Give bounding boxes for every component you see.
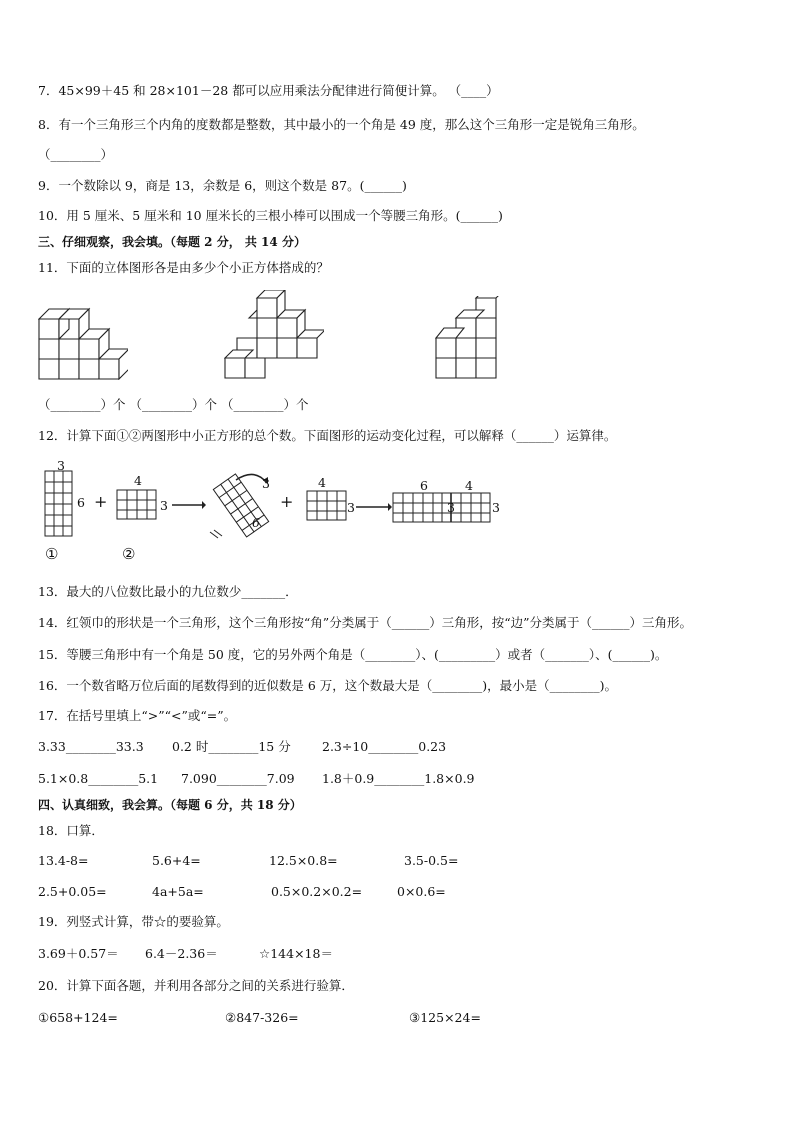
question-11: 11．下面的立体图形各是由多少个小正方体搭成的？ bbox=[38, 260, 329, 275]
question-10: 10．用 5 厘米、5 厘米和 10 厘米长的三根小棒可以围成一个等腰三角形。(______) bbox=[38, 208, 503, 223]
q17-item-2[interactable]: 0.2 时________15 分 bbox=[172, 739, 291, 754]
q18-item-5: 2.5+0.05= bbox=[38, 884, 107, 899]
q18-item-7: 0.5×0.2×0.2= bbox=[271, 884, 363, 899]
grid-figure-1 bbox=[44, 470, 74, 538]
label-4a: 4 bbox=[134, 473, 142, 488]
q20-item-3: ③125×24= bbox=[409, 1010, 481, 1025]
question-15: 15．等腰三角形中有一个角是 50 度，它的另外两个角是（________）、(_________）或者（_______）、(______)。 bbox=[38, 647, 668, 662]
q17-item-1[interactable]: 3.33________33.3 bbox=[38, 739, 144, 754]
q17-item-4[interactable]: 5.1×0.8________5.1 bbox=[38, 771, 159, 786]
question-9: 9．一个数除以 9，商是 13，余数是 6，则这个数是 87。(______) bbox=[38, 178, 407, 193]
grid-figure-2 bbox=[116, 489, 158, 521]
label-3d: 3 bbox=[347, 500, 355, 515]
question-17: 17．在括号里填上“>”“<”或“=”。 bbox=[38, 708, 237, 723]
label-3a: 3 bbox=[57, 458, 65, 473]
question-13: 13．最大的八位数比最小的九位数少_______． bbox=[38, 584, 298, 599]
label-6c: 6 bbox=[420, 478, 428, 493]
label-3f: 3 bbox=[492, 500, 500, 515]
combined-grid-figure bbox=[392, 492, 492, 524]
label-6b: 6 bbox=[252, 515, 260, 530]
q18-item-3: 12.5×0.8= bbox=[269, 853, 338, 868]
label-3c: 3 bbox=[262, 476, 270, 491]
label-6a: 6 bbox=[77, 495, 85, 510]
label-4b: 4 bbox=[318, 475, 326, 490]
question-11-answers[interactable]: （________）个 （________）个 （________）个 bbox=[38, 397, 309, 412]
question-18: 18．口算． bbox=[38, 823, 104, 838]
question-7: 7．45×99＋45 和 28×101－28 都可以应用乘法分配律进行简便计算。 （____） bbox=[38, 83, 499, 98]
q19-item-1: 3.69＋0.57＝ bbox=[38, 946, 119, 961]
q18-item-6: 4a+5a= bbox=[152, 884, 204, 899]
question-19: 19．列竖式计算，带☆的要验算。 bbox=[38, 914, 229, 929]
figure-label-1: ① bbox=[45, 545, 59, 563]
label-3e: 3 bbox=[447, 500, 455, 515]
cube-figure-1 bbox=[38, 298, 128, 380]
question-12: 12．计算下面①②两图形中小正方形的总个数。下面图形的运动变化过程，可以解释（______）运算律。 bbox=[38, 428, 617, 443]
label-3b: 3 bbox=[160, 498, 168, 513]
arrow-icon-2 bbox=[356, 502, 392, 512]
q18-item-8: 0×0.6= bbox=[397, 884, 446, 899]
grid-figure-4 bbox=[306, 490, 348, 522]
q18-item-2: 5.6+4= bbox=[152, 853, 201, 868]
plus-sign-2: + bbox=[280, 492, 294, 511]
q18-item-1: 13.4-8= bbox=[38, 853, 89, 868]
q17-item-6[interactable]: 1.8＋0.9________1.8×0.9 bbox=[322, 771, 475, 786]
cube-figure-3 bbox=[435, 296, 501, 380]
q20-item-1: ①658+124= bbox=[38, 1010, 118, 1025]
question-8: 8．有一个三角形三个内角的度数都是整数，其中最小的一个角是 49 度，那么这个三角形一定是锐角三角形。 bbox=[38, 117, 645, 132]
label-4c: 4 bbox=[465, 478, 473, 493]
question-14: 14．红领巾的形状是一个三角形，这个三角形按“角”分类属于（______）三角形，按“边”分类属于（______）三角形。 bbox=[38, 615, 692, 630]
q17-item-5[interactable]: 7.090________7.09 bbox=[181, 771, 295, 786]
q17-item-3[interactable]: 2.3÷10________0.23 bbox=[322, 739, 447, 754]
arrow-icon bbox=[172, 500, 206, 510]
section-3-heading: 三、仔细观察，我会填。（每题 2 分， 共 14 分） bbox=[38, 235, 306, 249]
section-4-heading: 四、认真细致，我会算。（每题 6 分，共 18 分） bbox=[38, 798, 302, 812]
q19-item-2: 6.4－2.36＝ bbox=[145, 946, 218, 961]
cube-figure-2 bbox=[224, 290, 324, 380]
plus-sign-1: + bbox=[94, 492, 108, 511]
q18-item-4: 3.5-0.5= bbox=[404, 853, 459, 868]
question-8-blank[interactable]: （________） bbox=[38, 147, 114, 162]
q20-item-2: ②847-326= bbox=[225, 1010, 299, 1025]
figure-label-2: ② bbox=[122, 545, 136, 563]
question-20: 20．计算下面各题，并利用各部分之间的关系进行验算． bbox=[38, 978, 354, 993]
question-16: 16．一个数省略万位后面的尾数得到的近似数是 6 万，这个数最大是（________)，最小是（________)。 bbox=[38, 678, 618, 693]
q19-item-3: ☆144×18＝ bbox=[259, 946, 333, 961]
